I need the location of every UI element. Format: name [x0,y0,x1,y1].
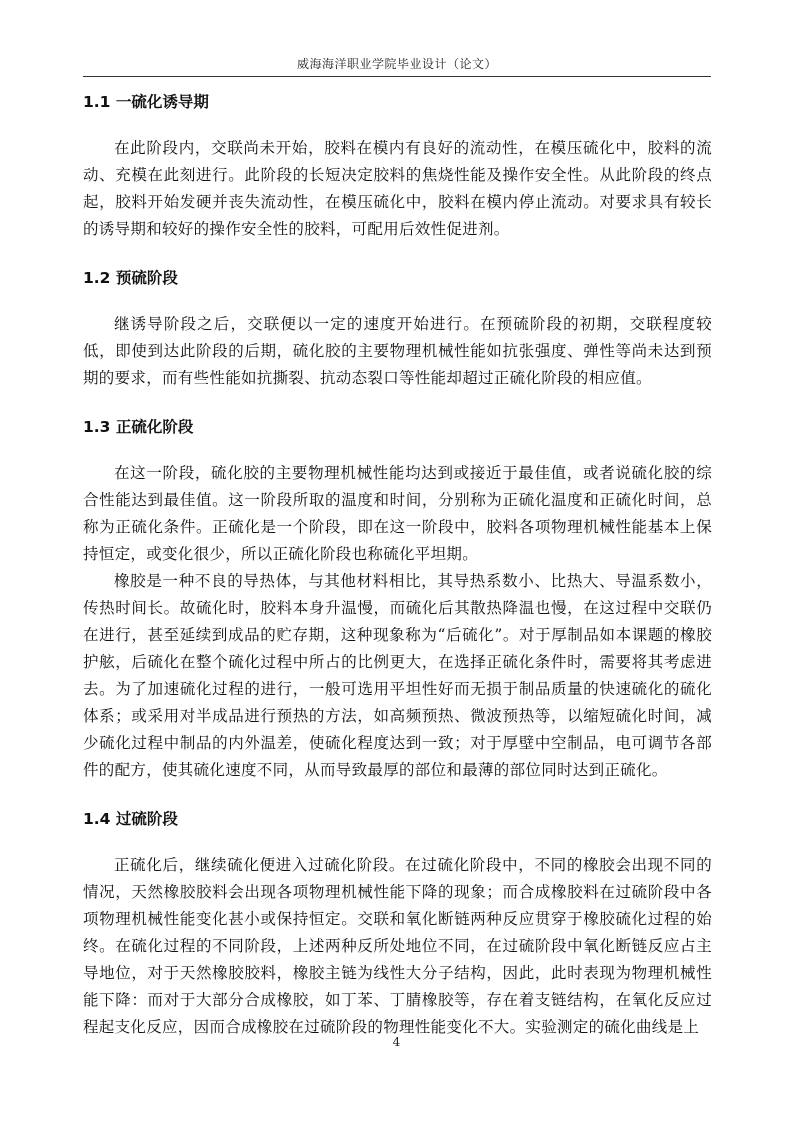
paragraph: 正硫化后，继续硫化便进入过硫化阶段。在过硫化阶段中，不同的橡胶会出现不同的情况，天然橡胶胶料会出现各项物理机械性能下降的现象；而合成橡胶料在过硫阶段中各项物理机械性能变化甚小或保持恒定。交联和氧化断链两种反应贯穿于橡胶硫化过程的始终。在硫化过程的不同阶段，上述两种反所处地位不同，在过硫阶段中氧化断链反应占主导地位，对于天然橡胶胶料，橡胶主链为线性大分子结构，因此，此时表现为物理机械性能下降：而对于大部分合成橡胶，如丁苯、丁腈橡胶等，存在着支链结构，在氧化反应过程起支化反应，因而合成橡胶在过硫阶段的物理性能变化不大。实验测定的硫化曲线是上 [83,856,712,1036]
section-heading-1-3: 1.3 正硫化阶段 [83,418,194,436]
header-divider [83,76,711,77]
paragraph: 在这一阶段，硫化胶的主要物理机械性能均达到或接近于最佳值，或者说硫化胶的综合性能达到最佳值。这一阶段所取的温度和时间，分别称为正硫化温度和正硫化时间，总称为正硫化条件。正硫化是一个阶段，即在这一阶段中，胶料各项物理机械性能基本上保持恒定，或变化很少，所以正硫化阶段也称硫化平坦期。 [83,464,712,563]
section-heading-1-4: 1.4 过硫阶段 [83,810,178,828]
paragraph: 在此阶段内，交联尚未开始，胶料在模内有良好的流动性，在模压硫化中，胶料的流动、充模在此刻进行。此阶段的长短决定胶料的焦烧性能及操作安全性。从此阶段的终点起，胶料开始发硬并丧失流动性，在模压硫化中，胶料在模内停止流动。对要求具有较长的诱导期和较好的操作安全性的胶料，可配用后效性促进剂。 [83,139,712,238]
document-body [83,90,712,1041]
page-header: 威海海洋职业学院毕业设计（论文） [296,57,497,71]
section-heading-1-1: 1.1 一硫化诱导期 [83,93,209,111]
paragraph: 橡胶是一种不良的导热体，与其他材料相比，其导热系数小、比热大、导温系数小，传热时间长。故硫化时，胶料本身升温慢，而硫化后其散热降温也慢，在这过程中交联仍在进行，甚至延续到成品的贮存期，这种现象称为“后硫化”。对于厚制品如本课题的橡胶护舷，后硫化在整个硫化过程中所占的比例更大，在选择正硫化条件时，需要将其考虑进去。为了加速硫化过程的进行，一般可选用平坦性好而无损于制品质量的快速硫化的硫化体系；或采用对半成品进行预热的方法，如高频预热、微波预热等，以缩短硫化时间，减少硫化过程中制品的内外温差，使硫化程度达到一致；对于厚壁中空制品，电可调节各部件的配方，使其硫化速度不同，从而导致最厚的部位和最薄的部位同时达到正硫化。 [83,572,712,779]
section-heading-1-2: 1.2 预硫阶段 [83,269,178,287]
page-number: 4 [392,1035,401,1049]
paragraph: 继诱导阶段之后，交联便以一定的速度开始进行。在预硫阶段的初期，交联程度较低，即使到达此阶段的后期，硫化胶的主要物理机械性能如抗张强度、弹性等尚未达到预期的要求，而有些性能如抗撕裂、抗动态裂口等性能却超过正硫化阶段的相应值。 [83,315,712,387]
